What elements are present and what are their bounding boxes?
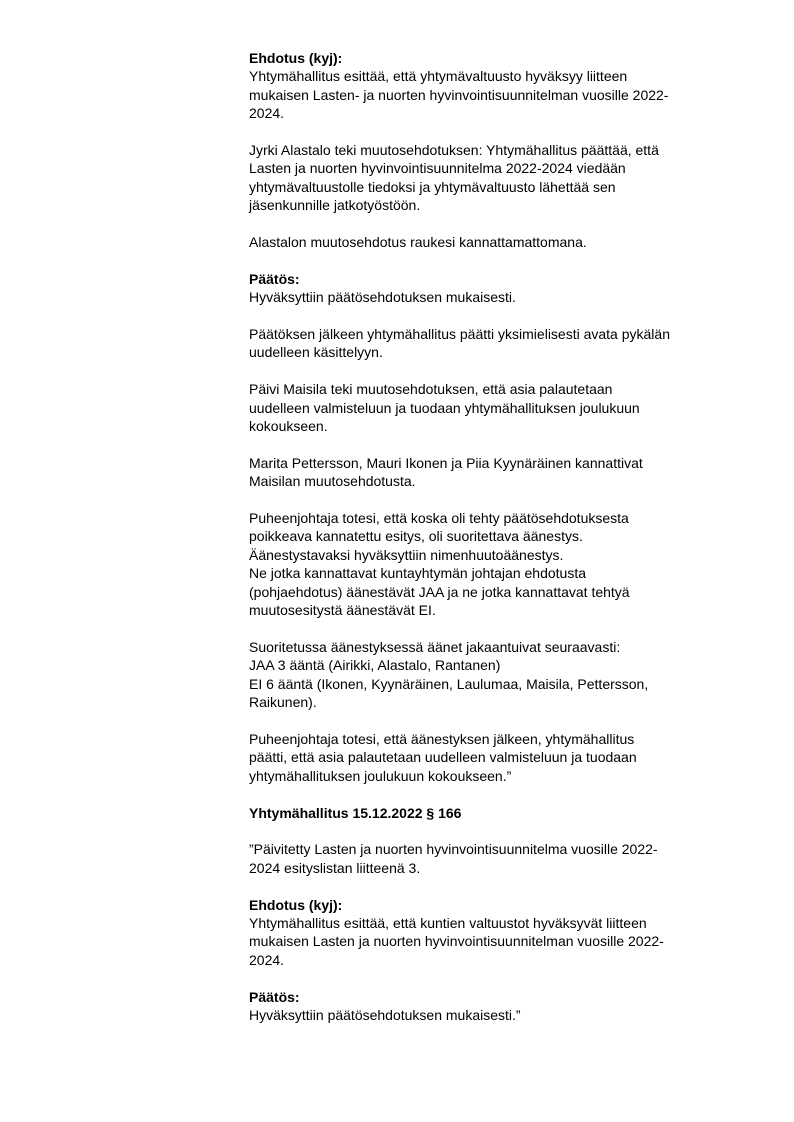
text-line: muutosesitystä äänestävät EI.: [249, 602, 436, 619]
text-line: 2024 esityslistan liitteenä 3.: [249, 859, 421, 876]
paragraph-gap: [249, 785, 739, 803]
section-heading: Ehdotus (kyj):: [249, 896, 343, 913]
text-line: ”Päivitetty Lasten ja nuorten hyvinvointisuunnitelma vuosille 2022-: [249, 841, 658, 858]
text-line: Hyväksyttiin päätösehdotuksen mukaisesti.: [249, 289, 516, 306]
text-line: Jyrki Alastalo teki muutosehdotuksen: Yhtymähallitus päättää, että: [249, 142, 659, 159]
text-line: JAA 3 ääntä (Airikki, Alastalo, Rantanen): [249, 657, 501, 674]
text-line: yhtymähallituksen joulukuun kokoukseen.”: [249, 767, 512, 784]
text-line: (pohjaehdotus) äänestävät JAA ja ne jotka kannattavat tehtyä: [249, 583, 630, 600]
text-line: 2024.: [249, 951, 285, 968]
text-line: Hyväksyttiin päätösehdotuksen mukaisesti.”: [249, 1006, 521, 1023]
text-line: Päätöksen jälkeen yhtymähallitus päätti yksimielisesti avata pykälän: [249, 326, 670, 343]
text-line: Maisilan muutosehdotusta.: [249, 473, 416, 490]
text-line: Yhtymähallitus esittää, että yhtymävaltuusto hyväksyy liitteen: [249, 68, 628, 85]
text-line: Marita Pettersson, Mauri Ikonen ja Piia Kyynäräinen kannattivat: [249, 454, 643, 471]
text-line: Äänestystavaksi hyväksyttiin nimenhuutoäänestys.: [249, 546, 564, 563]
text-line: Puheenjohtaja totesi, että koska oli tehty päätösehdotuksesta: [249, 510, 629, 527]
text-line: jäsenkunnille jatkotyöstöön.: [249, 197, 421, 214]
paragraph-gap: [249, 307, 739, 325]
paragraph-gap: [249, 435, 739, 453]
text-line: päätti, että asia palautetaan uudelleen valmisteluun ja tuodaan: [249, 749, 637, 766]
text-line: Raikunen).: [249, 694, 317, 711]
paragraph-gap: [249, 362, 739, 380]
text-line: mukaisen Lasten ja nuorten hyvinvointisuunnitelman vuosille 2022-: [249, 933, 664, 950]
paragraph-gap: [249, 215, 739, 233]
text-line: 2024.: [249, 105, 285, 122]
text-line: Alastalon muutosehdotus raukesi kannattamattomana.: [249, 234, 587, 251]
text-line: uudelleen käsittelyyn.: [249, 344, 383, 361]
text-line: poikkeava kannatettu esitys, oli suoritettava äänestys.: [249, 528, 583, 545]
paragraph-gap: [249, 123, 739, 141]
section-heading: Ehdotus (kyj):: [249, 50, 343, 66]
text-line: yhtymävaltuustolle tiedoksi ja yhtymävaltuusto lähettää sen: [249, 178, 616, 195]
text-line: EI 6 ääntä (Ikonen, Kyynäräinen, Laulumaa, Maisila, Pettersson,: [249, 675, 649, 692]
paragraph-gap: [249, 251, 739, 269]
section-heading: Päätös:: [249, 270, 300, 287]
paragraph-gap: [249, 491, 739, 509]
paragraph-gap: [249, 877, 739, 895]
section-heading: Päätös:: [249, 988, 300, 1005]
text-line: Suoritetussa äänestyksessä äänet jakaantuivat seuraavasti:: [249, 638, 621, 655]
paragraph-gap: [249, 822, 739, 840]
text-line: Lasten ja nuorten hyvinvointisuunnitelma 2022-2024 viedään: [249, 160, 626, 177]
document-body: [249, 49, 739, 1024]
text-line: Päivi Maisila teki muutosehdotuksen, että asia palautetaan: [249, 381, 613, 398]
text-line: Ne jotka kannattavat kuntayhtymän johtajan ehdotusta: [249, 565, 586, 582]
text-line: mukaisen Lasten- ja nuorten hyvinvointisuunnitelman vuosille 2022-: [249, 86, 669, 103]
text-line: Yhtymähallitus esittää, että kuntien valtuustot hyväksyvät liitteen: [249, 914, 647, 931]
text-line: kokoukseen.: [249, 418, 328, 435]
section-heading: Yhtymähallitus 15.12.2022 § 166: [249, 804, 462, 821]
paragraph-gap: [249, 969, 739, 987]
text-line: uudelleen valmisteluun ja tuodaan yhtymähallituksen joulukuun: [249, 399, 640, 416]
text-line: Puheenjohtaja totesi, että äänestyksen jälkeen, yhtymähallitus: [249, 730, 635, 747]
paragraph-gap: [249, 712, 739, 730]
paragraph-gap: [249, 619, 739, 637]
